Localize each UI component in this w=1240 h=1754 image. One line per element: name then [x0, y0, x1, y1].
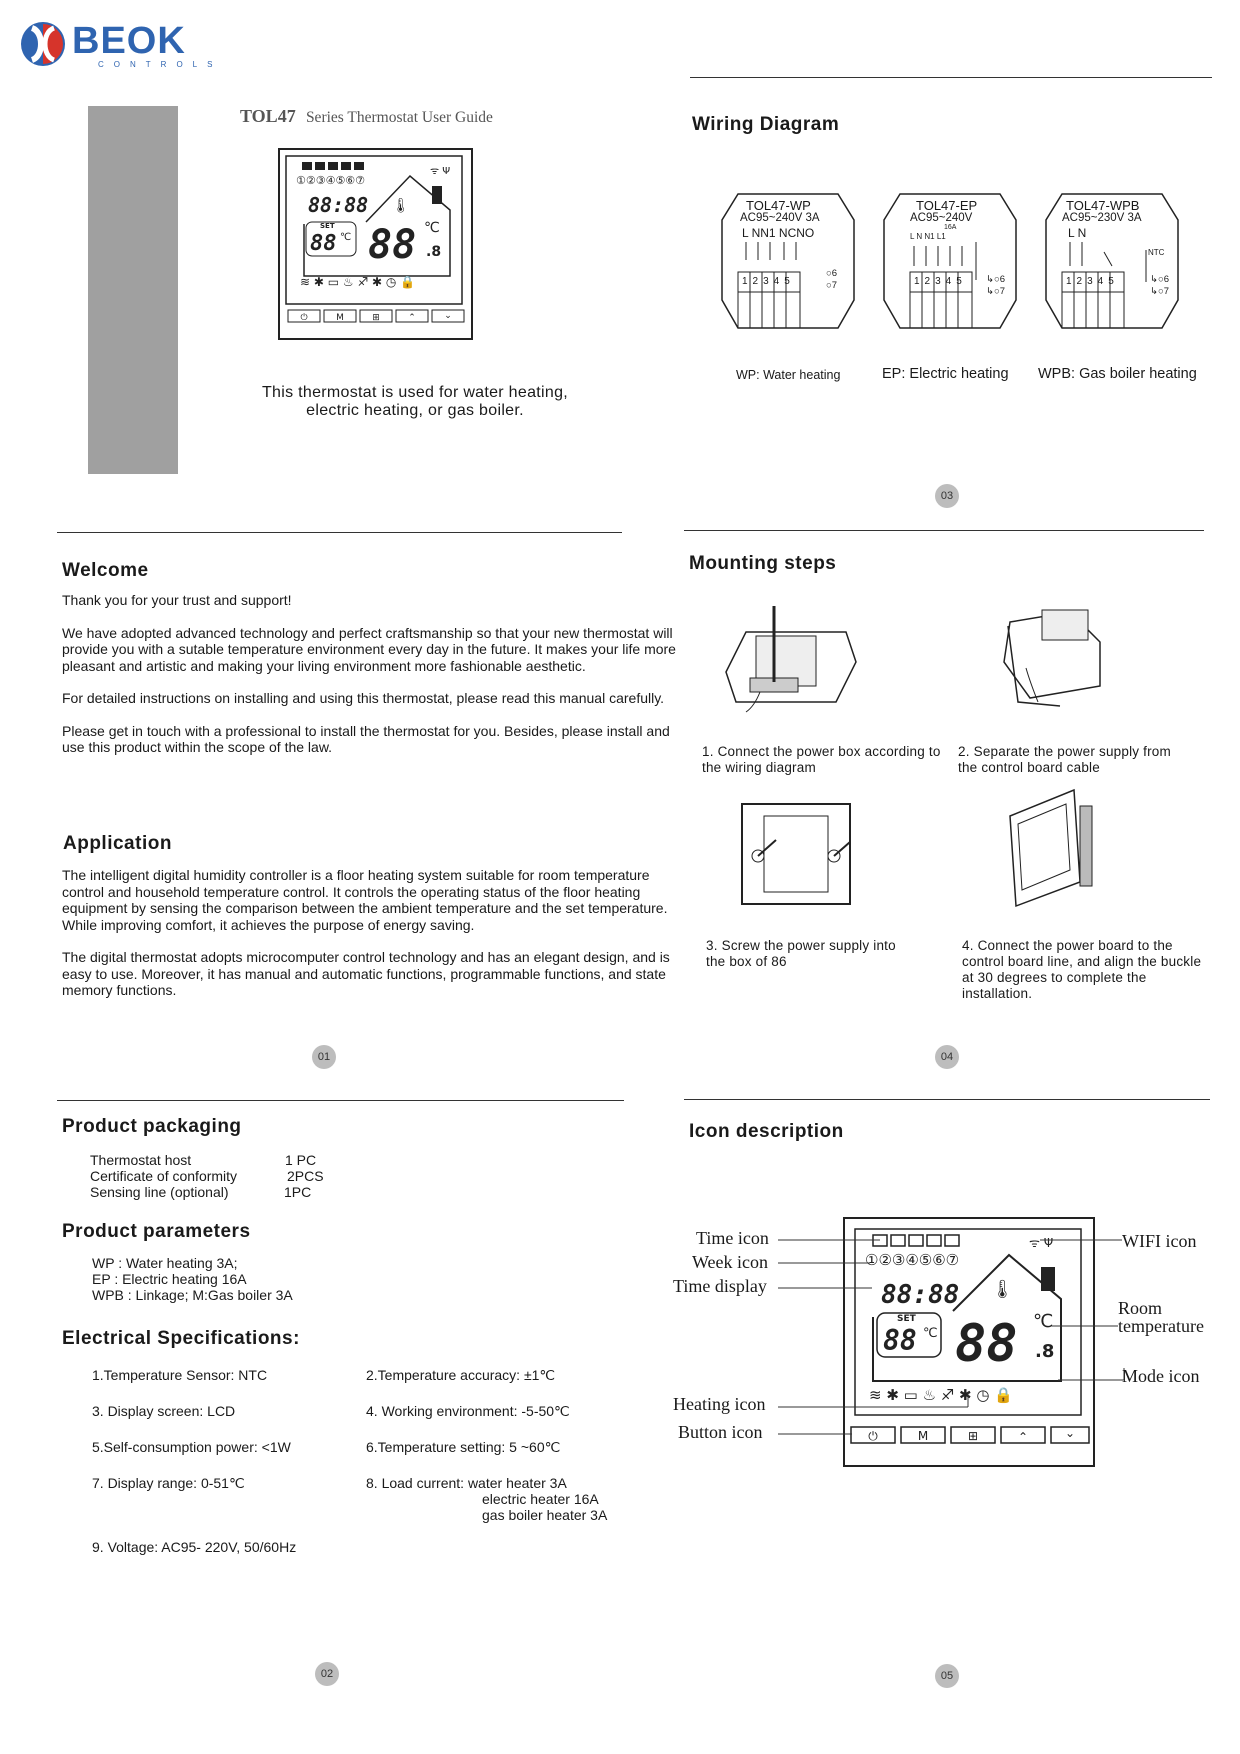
mounting-step-3: 3. Screw the power supply into the box of 86	[706, 938, 896, 969]
svg-text:88:88: 88:88	[881, 1280, 960, 1310]
cover-model: TOL47	[240, 106, 296, 126]
wp-lines: L NN1 NCNO	[742, 226, 815, 240]
page-number-02: 02	[315, 1662, 339, 1686]
mounting-step4-illustration	[1004, 786, 1104, 910]
spec-item: 3. Display screen: LCD	[92, 1403, 236, 1419]
wpb-terminals: 12345	[1066, 276, 1119, 287]
packaging-item: Certificate of conformity 2PCS	[90, 1168, 324, 1184]
svg-text:⊞: ⊞	[372, 313, 380, 323]
wp-model: TOL47-WP	[746, 198, 811, 213]
welcome-para-1: Thank you for your trust and support!	[62, 592, 292, 608]
ep-terminals: 12345	[914, 276, 967, 287]
cover-thermostat	[278, 148, 473, 340]
wpb-spec: AC95~230V 3A	[1062, 212, 1142, 224]
wpb-ntc: NTC	[1148, 248, 1165, 257]
label-time-icon: Time icon	[696, 1228, 769, 1248]
wiring-diagram-ep	[880, 190, 1020, 334]
svg-text:℃: ℃	[340, 232, 352, 243]
parameters-title: Product parameters	[62, 1221, 251, 1242]
application-para-1: The intelligent digital humidity controller is a floor heating system suitable for room temperature control and household temperature control. It controls the operating status of the floor heating equipment by sensing the comparison between the ambient temperature and the set temperature. While improving comfort, it achieves the purpose of energy saving.	[62, 867, 668, 933]
welcome-para-3: For detailed instructions on installing and using this thermostat, please read this manual carefully.	[62, 690, 665, 706]
welcome-title: Welcome	[62, 560, 149, 581]
rule-mounting	[684, 530, 1204, 531]
spec-item: 2.Temperature accuracy: ±1℃	[366, 1367, 556, 1383]
label-mode-icon: Mode icon	[1122, 1366, 1200, 1386]
svg-text:🌡: 🌡	[991, 1279, 1014, 1299]
spec-item: 5.Self-consumption power: <1W	[92, 1439, 291, 1455]
spec-item: 7. Display range: 0-51℃	[92, 1475, 245, 1491]
parameter-item: EP : Electric heating 16A	[92, 1271, 247, 1287]
svg-text:≋ ✱ ▭ ♨ ♐ ✱ ◷ 🔒: ≋ ✱ ▭ ♨ ♐ ✱ ◷ 🔒	[300, 275, 416, 289]
mounting-step-2: 2. Separate the power supply from the control board cable	[958, 744, 1171, 775]
packaging-title: Product packaging	[62, 1116, 242, 1137]
cover-side-bar	[88, 106, 178, 474]
label-wifi-icon: WIFI icon	[1122, 1231, 1197, 1251]
wiring-diagram-wpb	[1042, 190, 1182, 334]
svg-text:ᯤ Ψ: ᯤ Ψ	[1029, 1236, 1054, 1250]
brand-name: BEOK	[72, 20, 186, 62]
svg-text:ᯤ Ψ: ᯤ Ψ	[430, 166, 451, 177]
electrical-left-col	[92, 1367, 291, 1511]
cover-thermostat-display-icon	[280, 150, 471, 338]
wpb-caption: WPB: Gas boiler heating	[1038, 366, 1197, 382]
parameter-item: WPB : Linkage; M:Gas boiler 3A	[92, 1287, 293, 1303]
svg-text:⌄: ⌄	[1064, 1426, 1076, 1440]
welcome-body	[62, 592, 682, 772]
application-para-2: The digital thermostat adopts microcomputer control technology and has an elegant design, and is easy to use. Moreover, it has manual and automatic functions, programmable functions, and state memory functions.	[62, 949, 670, 998]
icon-description-thermostat-icon	[843, 1217, 1095, 1467]
logo-mark-icon	[18, 18, 68, 70]
parameter-item: WP : Water heating 3A;	[92, 1255, 238, 1271]
mounting-step1-illustration	[716, 602, 866, 714]
spec-item: 8. Load current: water heater 3A	[366, 1475, 567, 1491]
ep-current: 16A	[944, 224, 957, 231]
wiring-title: Wiring Diagram	[692, 114, 840, 135]
rule-welcome	[57, 532, 622, 533]
svg-text:①②③④⑤⑥⑦: ①②③④⑤⑥⑦	[865, 1251, 960, 1269]
svg-text:.8: .8	[426, 244, 442, 260]
wp-terminals: 12345	[742, 276, 795, 287]
application-body	[62, 867, 684, 1015]
spec-item: 6.Temperature setting: 5 ~60℃	[366, 1439, 561, 1455]
svg-text:℃: ℃	[1033, 1311, 1054, 1332]
mounting-step-4: 4. Connect the power board to the control board line, and align the buckle at 30 degrees to complete the installation.	[962, 938, 1202, 1001]
svg-text:⏻: ⏻	[300, 313, 308, 323]
wp-sensor-terms: ○6 ○7	[826, 268, 838, 291]
svg-text:⏻: ⏻	[868, 1429, 878, 1443]
rule-icons	[684, 1099, 1210, 1100]
cover-description: This thermostat is used for water heating, electric heating, or gas boiler.	[261, 384, 569, 419]
cover-guide-title: Series Thermostat User Guide	[305, 109, 493, 126]
label-week-icon: Week icon	[692, 1252, 769, 1272]
label-room-temperature: Room temperature	[1118, 1298, 1204, 1336]
svg-text:M: M	[336, 313, 344, 323]
wpb-sensor-terms: ↳○6 ↳○7	[1150, 274, 1169, 297]
packaging-list	[90, 1152, 390, 1200]
svg-text:88:88: 88:88	[308, 193, 369, 217]
wpb-lines: L N	[1068, 226, 1087, 240]
svg-text:88: 88	[883, 1324, 917, 1357]
rule-wiring	[690, 77, 1212, 78]
parameters-list	[92, 1255, 293, 1303]
ep-lines: L N N1 L1	[910, 232, 946, 241]
cover-heading	[240, 106, 493, 127]
electrical-right-col	[366, 1367, 607, 1523]
svg-text:①②③④⑤⑥⑦: ①②③④⑤⑥⑦	[296, 174, 366, 187]
brand-sub: CONTROLS	[98, 60, 223, 69]
packaging-item: Sensing line (optional) 1PC	[90, 1184, 312, 1200]
label-time-display: Time display	[673, 1276, 767, 1296]
spec-voltage: 9. Voltage: AC95- 220V, 50/60Hz	[92, 1539, 297, 1555]
brand-logo	[18, 18, 223, 72]
svg-text:≋ ✱ ▭ ♨ ♐ ✱ ◷ 🔒: ≋ ✱ ▭ ♨ ♐ ✱ ◷ 🔒	[869, 1386, 1013, 1404]
svg-text:⌄: ⌄	[444, 311, 452, 321]
wpb-model: TOL47-WPB	[1066, 198, 1140, 213]
svg-text:℃: ℃	[923, 1326, 938, 1341]
page-number-03: 03	[935, 484, 959, 508]
mounting-title: Mounting steps	[689, 553, 837, 574]
svg-text:⌃: ⌃	[1017, 1430, 1029, 1444]
application-title: Application	[63, 833, 172, 854]
svg-text:⊞: ⊞	[967, 1429, 979, 1443]
ep-model: TOL47-EP	[916, 198, 978, 213]
wp-caption: WP: Water heating	[736, 368, 841, 382]
svg-text:.8: .8	[1035, 1341, 1055, 1362]
svg-text:⌃: ⌃	[408, 313, 416, 323]
svg-text:88: 88	[955, 1314, 1018, 1374]
svg-text:88: 88	[368, 222, 417, 268]
page-number-04: 04	[935, 1045, 959, 1069]
welcome-para-4: Please get in touch with a professional to install the thermostat for you. Besides, please install and use this product within the scope of the law.	[62, 722, 670, 755]
mounting-step-1: 1. Connect the power box according to the wiring diagram	[702, 744, 941, 775]
svg-text:88: 88	[310, 231, 337, 256]
spec-item: 4. Working environment: -5-50℃	[366, 1403, 570, 1419]
page-number-01: 01	[312, 1045, 336, 1069]
label-button-icon: Button icon	[678, 1422, 763, 1442]
packaging-item: Thermostat host 1 PC	[90, 1152, 317, 1168]
svg-text:SET: SET	[320, 222, 335, 230]
label-heating-icon: Heating icon	[673, 1394, 766, 1414]
ep-sensor-terms: ↳○6 ↳○7	[986, 274, 1005, 297]
rule-packaging	[57, 1100, 624, 1101]
ep-caption: EP: Electric heating	[882, 366, 1009, 382]
wp-spec: AC95~240V 3A	[740, 212, 820, 224]
svg-text:M: M	[917, 1429, 929, 1443]
wiring-diagram-wp	[718, 190, 858, 334]
icons-title: Icon description	[689, 1121, 844, 1142]
mounting-step2-illustration	[990, 602, 1110, 714]
ep-spec: AC95~240V	[910, 212, 973, 224]
spec-item: 1.Temperature Sensor: NTC	[92, 1367, 268, 1383]
welcome-para-2: We have adopted advanced technology and perfect craftsmanship so that your new thermostat will provide you with a sutable temperature environment every day in the future. It makes your life more pleasant and artistic and making your living environment more fashionable aesthetic.	[62, 624, 676, 674]
svg-text:🌡: 🌡	[392, 197, 410, 213]
electrical-title: Electrical Specifications:	[62, 1328, 300, 1349]
page-number-05: 05	[935, 1664, 959, 1688]
svg-text:SET: SET	[897, 1314, 916, 1324]
mounting-step3-illustration	[738, 800, 856, 908]
spec-load-extra: electric heater 16A gas boiler heater 3A	[482, 1491, 608, 1523]
svg-text:℃: ℃	[424, 220, 440, 236]
